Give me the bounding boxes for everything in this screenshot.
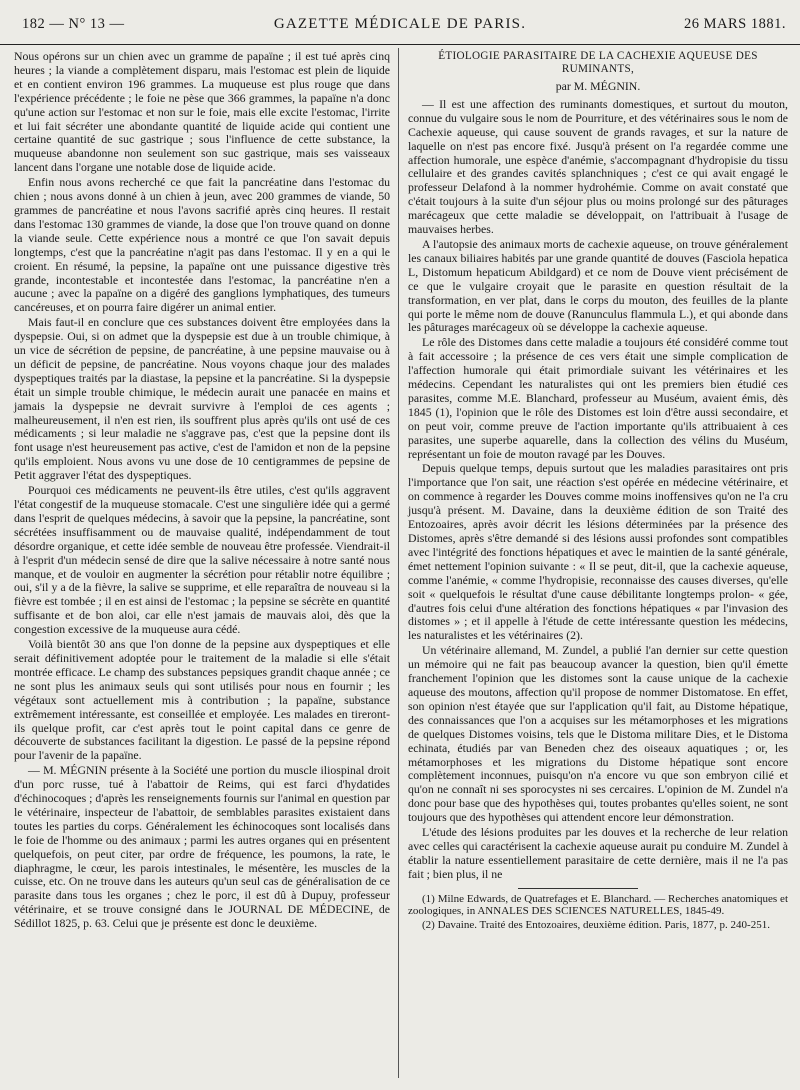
footnote: (1) Milne Edwards, de Quatrefages et E. Blanchard. — Recherches anatomiques et zoologiques, in ANNALES DES SCIENCES NATURELLES, 1845-49. bbox=[408, 892, 788, 918]
paragraph: L'étude des lésions produites par les douves et la recherche de leur relation avec celles qui caractérisent la cachexie aqueuse aurait pu conduire M. Zundel à établir la nature essentiellement parasitaire de cette dernière, mais il ne l'a pas fait ; bien plus, il ne bbox=[408, 825, 788, 881]
paragraph: Mais faut-il en conclure que ces substances doivent être employées dans la dyspepsie. Oui, si on admet que la dyspepsie est due à un trouble chimique, à un vice de sécrétion de pepsine, de pancréatine, à une pepsine mauvaise ou à un déficit de pepsine, de pancréatine. Nous voyons chaque jour des malades dyspeptiques traités par la diastase, la pepsine et la pancréatine. Si la dyspepsie était un simple trouble chimique, le médecin aurait une panacée en mains et jamais la dyspepsie ne devrait survivre à l'emploi de ces agents ; malheureusement, il n'en est rien, ils souffrent plus après qu'ils ont usé de ces médicaments ; si leur maladie ne s'aggrave pas, c'est que la pepsine dont ils font usage n'est heureusement pas active, c'est de l'amidon et non de la pepsine qu'ils emploient. Nous avons vu une dose de 10 centigrammes de pepsine de Petit aggraver l'état des dyspeptiques. bbox=[14, 315, 390, 483]
column-divider bbox=[398, 48, 399, 1078]
paragraph: Enfin nous avons recherché ce que fait la pancréatine dans l'estomac du chien ; nous avons donné à un chien à jeun, avec 200 grammes de viande, 50 grammes de pancréatine et nous l'avons sacrifié après cinq heures. Il restait dans l'estomac 130 grammes de viande, la dose que l'on trouve quand on donne la viande seule. Cette expérience nous a montré ce que l'on savait depuis longtemps, c'est que la pancréatine n'agit pas dans l'estomac. Il y en a qui le croient. En résumé, la pepsine, la papaïne ont une puissance digestive très grande, incontestable et incontestée dans l'estomac, la pancréatine n'en a aucune ; avec la papaïne on a digéré des ganglions lymphatiques, des tumeurs cancéreuses, et on pourra faire digérer un animal entier. bbox=[14, 175, 390, 315]
paragraph: Voilà bientôt 30 ans que l'on donne de la pepsine aux dyspeptiques et elle serait définitivement adoptée pour le traitement de la maladie si elle s'était montrée efficace. Le champ des substances pepsiques grandit chaque année ; ce ne sont plus les animaux seuls qui sont utilisés pour nous en fournir ; les végétaux sont actuellement mis à contribution ; la papaïne, substance extrêmement intéressante, est conseillée et employée. Les malades en tireront-ils quelque profit, car c'est après tout le point capital dans ce genre de découverte de substances facilitant la digestion. Le passé de la pepsine répond pour l'avenir de la papaïne. bbox=[14, 637, 390, 763]
paragraph: Le rôle des Distomes dans cette maladie a toujours été considéré comme tout à fait accessoire ; la présence de ces vers était une simple complication de l'affection humorale qui était primordiale suivant les vétérinaires et les médecins. Cependant les naturalistes qui ont les premiers bien étudié ces parasites, comme M.E. Blanchard, professeur au Muséum, avaient émis, dès 1845 (1), l'opinion que le rôle des Distomes est loin d'être aussi secondaire, et on peut voir, comme preuve de l'action importante qu'ils attribuaient à ces parasites, une superbe aquarelle, dans la collection des vélins du Muséum, représentant un foie de mouton ravagé par les Douves. bbox=[408, 335, 788, 461]
journal-title: GAZETTE MÉDICALE DE PARIS. bbox=[273, 16, 527, 32]
footnote: (2) Davaine. Traité des Entozoaires, deuxième édition. Paris, 1877, p. 240-251. bbox=[422, 918, 770, 931]
paragraph: A l'autopsie des animaux morts de cachexie aqueuse, on trouve généralement les canaux biliaires habités par une grande quantité de douves (Fasciola hepatica L, Distomum hepaticum Abildgard) et ce nom de Douve vient précisément de ce que le vulgaire croyait que le parasite en question résultait de la transformation, en ver plat, dans le corps du mouton, des feuilles de la plante qui porte le même nom de douve (Ranunculus flammula L.), et qui abonde dans les pâturages marécageux où se développe la cachexie aqueuse. bbox=[408, 236, 788, 335]
right-column bbox=[408, 50, 788, 932]
paragraph: Pourquoi ces médicaments ne peuvent-ils être utiles, c'est qu'ils aggravent l'état congestif de la muqueuse stomacale. C'est une singulière idée qui a germé dans l'esprit de quelques médecins, à savoir que la pepsine, la pancréatine, sont sécrétées insuffisamment ou de mauvaise qualité, indépendamment de tout désordre organique, et cette idée semble de nouveau être professée. Viendrait-il à l'esprit d'un médecin sensé de dire que la salive nécessaire à notre santé nous manque, et de vouloir en augmenter la sécrétion pour rétablir notre équilibre ; oui, s'il y a de la fièvre, la salive se supprime, et elle reparaîtra de nouveau si la fièvre est tombée ; il en est ainsi de l'estomac ; la pepsine se sécrète en quantité suffisante et de bon aloi, car elle n'est jamais de mauvais aloi, dès que la congestion excessive de la muqueuse aura cédé. bbox=[14, 483, 390, 637]
article-title: ÉTIOLOGIE PARASITAIRE DE LA CACHEXIE AQUEUSE DES RUMINANTS, bbox=[438, 50, 758, 75]
page-number: 182 — N° 13 — bbox=[22, 16, 125, 32]
issue-date: 26 MARS 1881. bbox=[684, 16, 786, 32]
paragraph: — M. MÉGNIN présente à la Société une portion du muscle iliospinal droit d'un porc russe, tué à l'abattoir de Reims, qui est farci d'hydatides d'échinocoques ; d'après les renseignements fournis sur l'animal en question par le vétérinaire, inspecteur de l'abattoir, de semblables parasites existaient dans toutes les parties du corps. Généralement les échinocoques sont localisés dans le foie de l'homme ou des animaux ; parmi les autres organes qui en présentent quelquefois, on peut citer, par ordre de fréquence, les poumons, la rate, le diaphragme, le cœur, les parois intestinales, le mésentère, les muscles de la cuisse, etc. On ne trouve dans les auteurs qu'un seul cas de généralisation de ce parasite dans tous les organes ; chez le porc, il est dû à Dupuy, professeur vétérinaire, et se trouve consigné dans le JOURNAL DE MÉDECINE, de Sédillot 1825, p. 63. Celui que je présente est donc le deuxième. bbox=[14, 763, 390, 931]
article-author: par M. MÉGNIN. bbox=[555, 79, 641, 93]
paragraph: Un vétérinaire allemand, M. Zundel, a publié l'an dernier sur cette question un mémoire qui ne fait pas beaucoup avancer la question, bien qu'il émette franchement l'opinion que les distomes sont la cause unique de la cachexie aqueuse des moutons, affection qu'il propose de nommer Distomatose. En effet, son opinion n'est étayée que sur l'application qu'il fait, au Distome hépatique, des connaissances que l'on a acquises sur les métamorphoses et les migrations de quelques Distomes voisins, tels que le Distoma militare Dies, et le Distoma echinata, étudiés par van Beneden chez des oiseaux aquatiques ; or, les métamorphoses et les migrations du Distome hépatique sont encore complètement inconnues, puisqu'on n'a encore vu que son embryon cilié et qu'on ne connaît ni ses sporocystes ni ses cercaires. L'opinion de M. Zundel n'a donc pour base que des hypothèses qui, toutes probantes qu'elles soient, ne sont toujours que des hypothèses qui attendent encore leur démonstration. bbox=[408, 643, 788, 825]
paragraph: — Il est une affection des ruminants domestiques, et surtout du mouton, connue du vulgaire sous le nom de Pourriture, et des vétérinaires sous le nom de Cachexie aqueuse, qui cause souvent de grands ravages, et sur la nature de laquelle on n'est pas encore fixé. Jusqu'à présent on l'a regardée comme une affection humorale, une espèce d'anémie, s'accompagnant d'hydropisie du tissu cellulaire et des grandes cavités splanchniques ; c'est ce qui avait engagé le professeur Delafond à la nommer hydrohémie. Comme on avait constaté que c'était toujours à la suite d'un séjour plus ou moins prolongé sur des pâturages marécageux que cette maladie se développait, on l'attribuait à l'usage de mauvaises herbes. bbox=[408, 96, 788, 237]
page-header bbox=[0, 10, 800, 45]
paragraph: Nous opérons sur un chien avec un gramme de papaïne ; il est tué après cinq heures ; la viande a complètement disparu, mais l'estomac est plein de liquide et en contient environ 196 grammes. La muqueuse est plus rouge que dans l'expérience précédente ; le foie ne pèse que 366 grammes, la papaïne n'a donc qu'une action sur l'estomac et non sur le foie, mais elle excite l'estomac, l'irrite et lui fait sécréter une abondante quantité de liquide acide qui contient une certaine quantité de suc gastrique ; sous l'influence de cette substance, la muqueuse abandonne non seulement son suc gastrique, mais ses vaisseaux lancent dans l'organe une notable dose de liquide acide. bbox=[14, 49, 390, 175]
footnote-divider bbox=[518, 888, 638, 889]
paragraph: Depuis quelque temps, depuis surtout que les maladies parasitaires ont pris l'importance que l'on sait, une réaction s'est opérée en médecine vétérinaire, et on commence à regarder les Douves comme moins inoffensives qu'on ne l'a cru jusqu'à présent. M. Davaine, dans la deuxième édition de son Traité des Entozoaires, après avoir décrit les lésions déterminées par la présence des Distomes, après s'être demandé si des lésions aussi profondes sont compatibles avec l'intégrité des fonctions hépatiques et avec le maintien de la santé générale, émet nettement l'opinion suivante : « Il se peut, dit-il, que la cachexie aqueuse, comme l'anémie, « comme l'hydropisie, reconnaisse des causes diverses, qu'elle soit « quelquefois le résultat d'une cause débilitante longtemps prolon- « gée, d'autres fois celui d'une altération des fonctions hépatiques « par l'invasion des distomes » ; et il appelle à l'étude de cette intéressante question les médecins, les naturalistes et les vétérinaires (2). bbox=[408, 461, 788, 643]
left-column bbox=[14, 50, 390, 932]
